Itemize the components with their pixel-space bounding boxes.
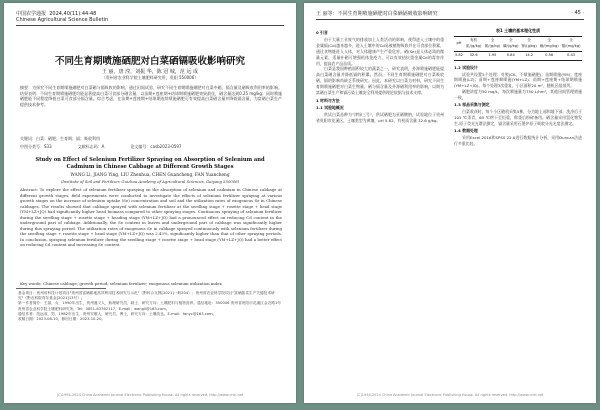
page-footer: (C)1994-2024 China Academic Journal Electronic Publishing House. All rights reserved. http://www.cnki.net: [56, 393, 244, 397]
page-footer: (C)1994-2024 China Academic Journal Electronic Publishing House. All rights reserved. http://www.cnki.net: [356, 393, 544, 397]
page-number: · 45 ·: [571, 10, 584, 16]
soil-properties-table: [454, 36, 582, 61]
header-rule: [316, 19, 584, 20]
document-code: 文献标志码：A: [77, 144, 105, 149]
table-header-cell: 全硒/(mg/kg): [539, 37, 559, 48]
running-head: 王 丽等：不同生育期喷施硒肥对白菜硒镉吸收影响研究: [316, 11, 438, 17]
table-cell: 1.95: [488, 52, 497, 57]
table-header-cell: 全镉/(mg/kg): [561, 37, 581, 48]
table-header-cell: 全氮/(g/kg): [484, 37, 501, 48]
subsection-heading: 1.2 试验设计: [454, 64, 478, 70]
table-cell: 14.2: [525, 52, 534, 57]
page-left: [4, 3, 296, 403]
table-header-row: [454, 36, 582, 51]
classification-row: [20, 144, 282, 150]
running-header: [316, 10, 584, 17]
table-header-cell: 全钾/(g/kg): [521, 37, 537, 48]
paragraph: 试验共设置5个处理：对照(CK，不喷施硒肥)；苗期喷施(YM)；莲座期喷施(LZ)；苗期+莲座期喷施(YM+LZ)；苗期+莲座期+结球期喷施(YM+LZ+JQ)。每个处理3次重复，小区面积20 m²，随机区组排列。: [454, 71, 582, 89]
subsection-heading: 1.3 样品采集与测定: [454, 102, 490, 108]
paragraph: 白菜是我国种植面积较大的蔬菜之一，研究表明，外源喷施硒肥能提高白菜硒含量并降低镉的积累。然而，不同生育期喷施硒肥对白菜吸收硒、镉的影响尚缺乏系统研究。因此，本研究以白菜为材料，研究不同生育期喷施硒肥对白菜生物量、硒与镉含量及外源硒利用率的影响，以期为富硒白菜生产和镉污染土壤安全利用提供理论依据与技术支撑。: [316, 66, 444, 96]
table-header-cell: pH: [456, 40, 462, 45]
table-cell: 0.56: [545, 52, 554, 57]
paper-title-en: Study on Effect of Selenium Fertilizer Spraying on Absorption of Selenium and Cadmium in Chinese Cabbage at Different Growth Stages: [35, 157, 265, 170]
paragraph: 由于大量工业废气的排放加上人类活动的影响，使得进入土壤中的重金属镉(Cd)越来越多，进入土壤中的Cd易被植物吸收并在可食部位积累，通过食物链进入人体，对人体健康产生严重危害。硒(Se)是人体必需的微量元素，适量补硒可增强机体免疫力，可以有效拮抗重金属Cd的毒害作用，提高农产品品质。: [316, 36, 444, 66]
paper-number: 论文编号：casb2023-0597: [130, 144, 182, 149]
paragraph: 供试白菜品种为"津绿三号"，供试硒肥为亚硒酸钠，试验地位于贵州省贵阳市花溪区，土壤类型为黄壤，pH 5.82，有机质含量 32.6 g/kg。: [316, 111, 444, 123]
section-heading: 1 材料与方法: [316, 97, 340, 103]
page-right: [304, 3, 596, 403]
table-cell: 0.84: [506, 52, 515, 57]
table-row: [454, 51, 582, 60]
keywords-cn: 关键词：白菜；硒肥；生育期；镉；吸收利用: [20, 136, 100, 141]
section-heading: 0 引言: [316, 30, 328, 35]
paragraph: 白菜收获时，每个小区随机采集5株，分为地上部和地下部，洗净后于105 ℃杀青，65 ℃烘干至恒重，称重后粉碎备用。硒含量采用氢化物发生-原子荧光光谱法测定，镉含量采用石墨炉原子吸收分光光度法测定。: [454, 108, 582, 126]
journal-name: 中国农学通报: [16, 11, 47, 17]
journal-name-en: Chinese Agricultural Science Bulletin: [16, 17, 109, 23]
authors-en: WANG Li, JIANG Ying, LIU Zhenhua, CHEN Guancheng, FAN Yuancheng: [70, 173, 230, 178]
header-rule: [16, 25, 284, 26]
footnote-corresponding: 通信作者：范远成，男，1982年出生，贵州安顺人，研究员，博士，研究方向：土壤改良。E-mail：fanyc@163.com。: [18, 311, 217, 316]
paper-title-cn: 不同生育期喷施硒肥对白菜硒镉吸收影响研究: [54, 56, 245, 67]
authors-cn: 王 丽，唐 滢，刘振 华，陈 冠 城，范 远 成: [101, 69, 199, 75]
footnote-rule: [16, 288, 106, 289]
table-cell: 5.82: [455, 52, 464, 57]
footnote-dates: 收稿日期：2023-08-10，修回日期：2023-10-20。: [18, 317, 106, 322]
column-1: [316, 28, 444, 124]
abstract-en: Abstract: To explore the effect of selenium fertilizer spraying on the absorption of selenium and cadmium in Chinese cabbage at different growth stages, field experiments were conducted to investigate the effects of selenium fertilizer spraying at various growth stages on the increase of selenium uptake (Se) concentration and soil and the utilization rates of exogenous Se in Chinese cabbages. The results showed that cabbage sprayed with selenium fertilizer at the seedling stage + rosette stage + head stage (YM+LZ+JQ) had significantly higher head biomass compared to other spraying stages. Continuous spraying of selenium fertilizer during the seedling stage + rosette stage + heading stage (YM+LZ+JQ) had a pronounced effect on reducing Cd content in the underground part of cabbage. Additionally, the Se content in leaves and underground part of cabbage was significantly higher during this spraying period. The utilization rates of exogenous Se in cabbage sprayed continuously with selenium fertilizer during the seedling stage + rosette stage + head stage (YM+LZ+JQ) was 2.43%, significantly higher than that of other spraying periods. In conclusion, spraying selenium fertilizer during the seedling stage + rosette stage + head stage (YM+LZ+JQ) had a better effect on reducing Cd content and increasing Se content.: [20, 187, 282, 247]
table-title: 表1 土壤的基本理化性质: [495, 28, 541, 33]
affiliation-cn: （贵州省农业科学院土壤肥料研究所，贵阳 550006）: [101, 75, 199, 80]
footnotes: [18, 291, 282, 322]
abstract-cn: 摘要：为探究不同生育期喷施硒肥对白菜硒与镉吸收的影响，通过田间试验，研究不同生育期喷施硒肥对白菜中硒、镉含量及硒吸收利用率的影响。结果表明：不同生育期喷施硒肥均能显著提高白菜可食部分硒含量，以苗期+莲座期+结球期喷施硒肥效果最佳，硒含量达到0.25 mg/kg；同时喷施硒肥能不同程度降低白菜可食部分镉含量。综合考虑，在苗期+莲座期+结球期连续喷施硒肥可有效提高白菜硒含量并降低镉含量，为富硒白菜生产提供技术参考。: [20, 85, 282, 107]
paragraph: 硒肥浓度为50 mg/L，每次喷施量为750 L/hm²，其他田间管理措施一致。: [454, 89, 582, 101]
journal-header: [16, 11, 108, 23]
column-2: [454, 28, 582, 146]
table-cell: 32.6: [469, 52, 478, 57]
subsection-heading: 1.4 数据处理: [454, 127, 478, 133]
footnote-funding: 基金项目：贵州省科技计划项目"贵州省富硒耕地高效利用技术研究与示范"（黔科合支撑[2021]一般204）；贵州省农业科学院项目"富硒蔬菜生产关键技术研究"（黔农科院青年基金[2021]13号）。: [18, 291, 275, 301]
subsection-heading: 1.1 试验地概况: [316, 104, 344, 110]
table-header-cell: 有机质/(g/kg): [465, 37, 482, 48]
affiliation-en: (Institute of Soil and Fertilizer, Guizhou Academy of Agricultural Sciences, Guiyang 550006): [60, 179, 240, 184]
paragraph: 采用Excel 2016和SPSS 22.0进行数据统计分析，采用Duncan法进行多重比较。: [454, 134, 582, 146]
keywords-en: Key words: Chinese cabbage; growth period; selenium fertilizer; exogenous selenium utilization index: [20, 281, 222, 286]
footnote-first-author: 第一作者简介：王丽，女，1990年出生，贵州遵义人，助理研究员，硕士，研究方向：土壤肥料与植物营养。通信地址：550006 贵州省贵阳市花溪区金农路1号 贵州省农业科学院土壤肥料研究所，Tel：0851-83762117，E-mail：wangli@163.com。: [18, 301, 281, 311]
journal-ref: 2024,40(11):44-48: [49, 11, 97, 17]
class-number: 中图分类号：S33: [20, 144, 52, 149]
table-cell: 0.43: [567, 52, 576, 57]
table-header-cell: 全磷/(g/kg): [503, 37, 519, 48]
